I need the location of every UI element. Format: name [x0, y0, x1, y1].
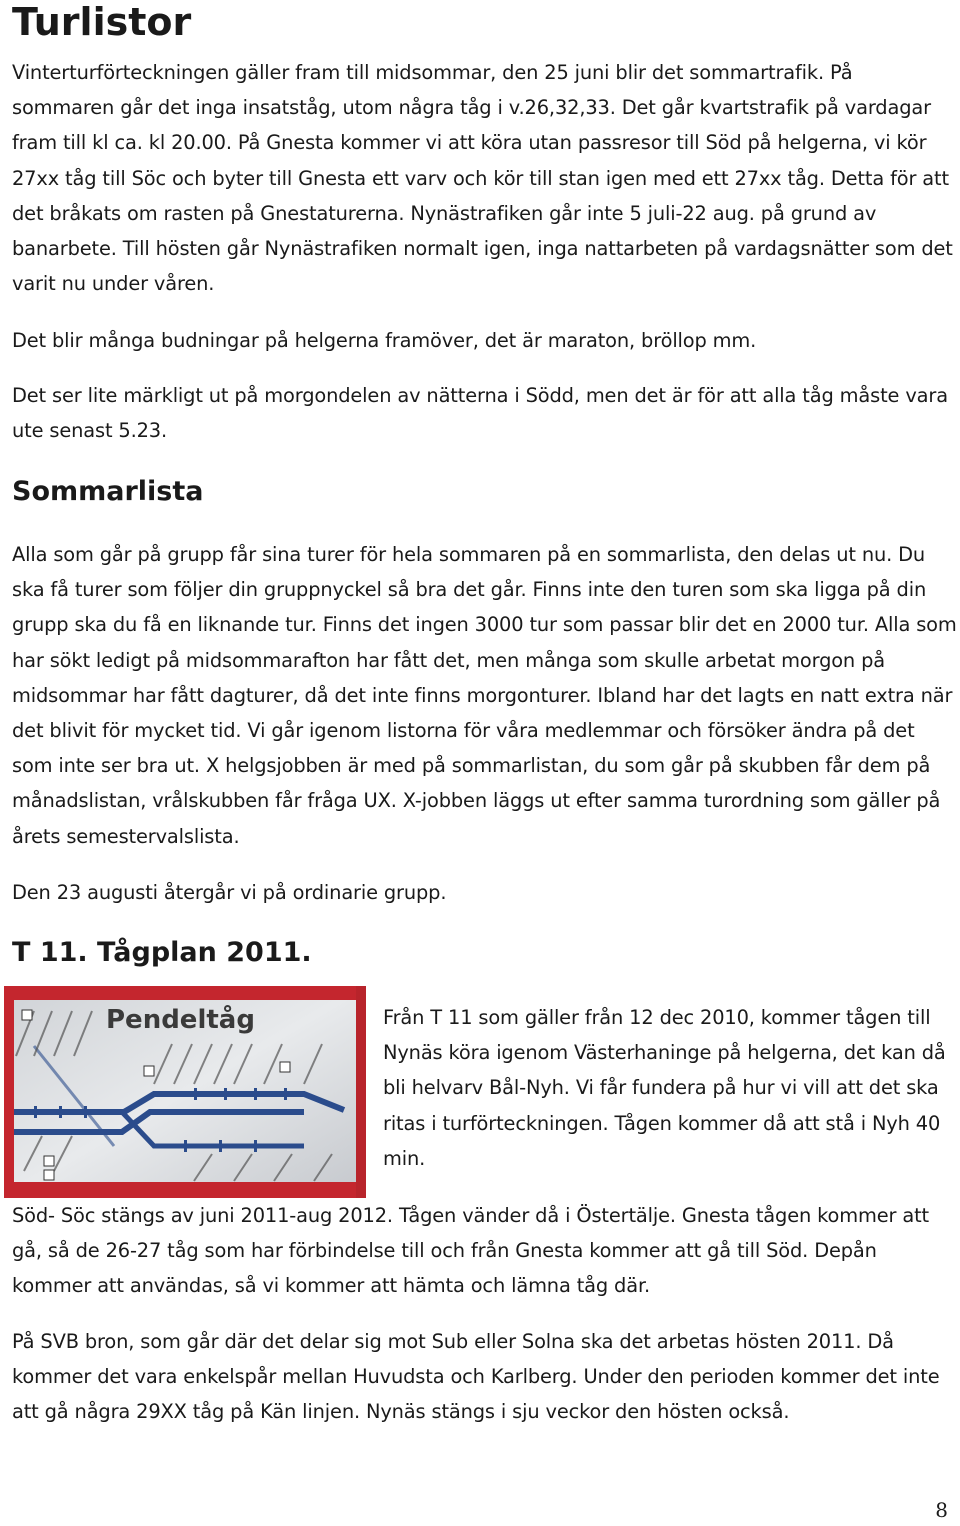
paragraph-svb-bron: På SVB bron, som går där det delar sig mot Sub eller Solna ska det arbetas hösten 2011. Då kommer det vara enkelspår mellan Huvudsta och Karlberg. Under den perioden kommer det inte att gå några 29XX tåg på Kän linjen. Nynäs stängs i sju veckor den hösten också.: [12, 1330, 940, 1424]
page-title: Turlistor: [12, 0, 192, 44]
pendeltag-map-photo: [4, 986, 366, 1198]
heading-tagplan: T 11. Tågplan 2011.: [12, 937, 312, 968]
paragraph-budningar: Det blir många budningar på helgerna framöver, det är maraton, bröllop mm.: [12, 329, 757, 352]
pendeltag-sign-text: Pendeltåg: [106, 1005, 255, 1035]
heading-sommarlista: Sommarlista: [12, 476, 204, 507]
paragraph-t11-nynas: Från T 11 som gäller från 12 dec 2010, kommer tågen till Nynäs köra igenom Västerhaninge på helgerna, det kan då bli helvarv Bål-Nyh. Vi får fundera på hur vi vill att det ska ritas i turförteckningen. Tågen kommer då att stå i Nyh 40 min.: [383, 1006, 946, 1170]
paragraph-ordinarie-grupp: Den 23 augusti återgår vi på ordinarie grupp.: [12, 881, 447, 904]
paragraph-sommarlista: Alla som går på grupp får sina turer för hela sommaren på en sommarlista, den delas ut nu. Du ska få turer som följer din gruppnyckel så bra det går. Finns inte den turen som ska ligga på din grupp ska du få en liknande tur. Finns det ingen 3000 tur som passar blir det en 2000 tur. Alla som har sökt ledigt på midsommarafton har fått det, men många som skulle arbetat morgon på midsommar har fått dagturer, då det inte finns morgonturer. Ibland har det lagts en natt extra när det blivit för mycket tid. Vi går igenom listorna för våra medlemmar och försöker ändra på det som inte ser bra ut. X helgsjobben är med på sommarlistan, du som går på skubben får dem på månadslistan, vrålskubben får fråga UX. X-jobben läggs ut efter samma turordning som gäller på årets semestervalslista.: [12, 543, 957, 848]
paragraph-sod-soc: Söd- Söc stängs av juni 2011-aug 2012. Tågen vänder då i Östertälje. Gnesta tågen kommer att gå, så de 26-27 tåg som har förbindelse till och från Gnesta kommer att gå till Söd. Depån kommer att användas, så vi kommer att hämta och lämna tåg där.: [12, 1204, 929, 1298]
paragraph-vinterturforteckning: Vinterturförteckningen gäller fram till midsommar, den 25 juni blir det sommartrafik. På sommaren går det inga insatståg, utom några tåg i v.26,32,33. Det går kvartstrafik på vardagar fram till kl ca. kl 20.00. På Gnesta kommer vi att köra utan passresor till Söd på helgerna, vi kör 27xx tåg till Söc och byter till Gnesta ett varv och kör till stan igen med ett 27xx tåg. Detta för att det bråkats om rasten på Gnestaturerna. Nynästrafiken går inte 5 juli-22 aug. på grund av banarbete. Till hösten går Nynästrafiken normalt igen, inga nattarbeten på vardagsnätter som det varit nu under våren.: [12, 61, 953, 296]
page-number: 8: [935, 1498, 948, 1522]
paragraph-nattdelen: Det ser lite märkligt ut på morgondelen av nätterna i Södd, men det är för att alla tåg måste vara ute senast 5.23.: [12, 384, 948, 443]
